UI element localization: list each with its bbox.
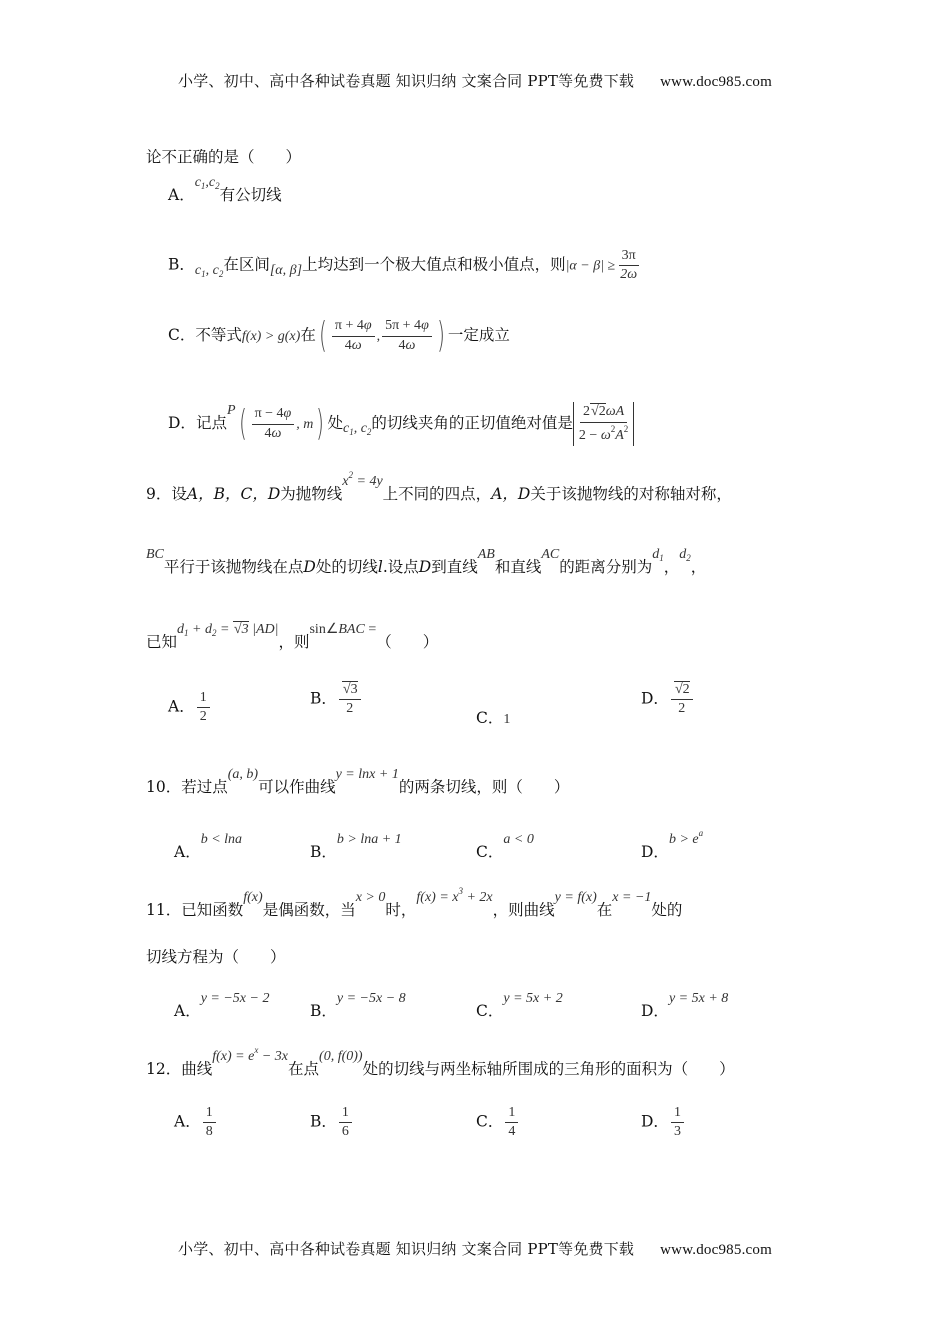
- q10-option-a: A．b < lna: [174, 832, 243, 861]
- q9-line-2: BC平行于该抛物线在点D处的切线l.设点D到直线AB和直线AC的距离分别为$d_1$，$d_2$，: [146, 547, 707, 576]
- q8-stem-tail: 论不正确的是（ ）: [146, 148, 302, 166]
- q11-line-1: 11．已知函数f(x)是偶函数，当x > 0时，$f(x) = x^3 + 2x$，则曲线y = f(x)在x = −1处的: [146, 886, 683, 919]
- q12-option-c: C． $\frac{1}{4}$: [476, 1105, 520, 1140]
- q8-option-b: B．$c_1$, $c_2$在区间[α, β]上均达到一个极大值点和极小值点，则|α − β| ≥ $\frac{3\pi}{2\omega}$: [168, 248, 638, 283]
- header-text: 小学、初中、高中各种试卷真题 知识归纳 文案合同 PPT等免费下载: [178, 72, 635, 90]
- q8-option-c: C．不等式f(x) > g(x)在( $\frac{\pi + 4\varphi}{4\omega}$ , $\frac{5\pi + 4\varphi}{4\omega}$ ) 一定成立: [168, 315, 510, 356]
- q12-option-b: B． $\frac{1}{6}$: [310, 1105, 354, 1140]
- page-footer: [0, 1238, 950, 1259]
- q11-option-a: A．y = −5x − 2: [174, 991, 270, 1020]
- q10-option-b: B．b > lna + 1: [310, 832, 402, 861]
- q11-option-b: B．y = −5x − 8: [310, 991, 406, 1020]
- q9-option-a: A． $\frac{1}{2}$: [168, 690, 212, 725]
- q11-line-2: 切线方程为（ ）: [146, 948, 286, 966]
- q8-option-d: D．记点P( $\frac{\pi - 4\varphi}{4\omega}$ , m) 处$c_1$, $c_2$的切线夹角的正切值绝对值是 $\frac{2√2\omega A}{2 - \omega^2A^2}$: [168, 402, 634, 446]
- q9-line-1: 9．设A，B，C，D为抛物线$x^2 = 4y$上不同的四点，A，D关于该抛物线的对称轴对称，: [146, 470, 732, 503]
- q8-option-a: A．$c_1,c_2$有公切线: [168, 175, 282, 204]
- q12-stem: 12．曲线$f(x) = e^x - 3x$在点(0, f(0))处的切线与两坐标轴所围成的三角形的面积为（ ）: [146, 1045, 735, 1078]
- page-header: [0, 70, 950, 91]
- q10-stem: 10．若过点(a, b)可以作曲线y = lnx + 1的两条切线，则（ ）: [146, 767, 570, 796]
- q9-option-c: C．1: [476, 709, 511, 727]
- header-site: www.doc985.com: [660, 74, 772, 90]
- q12-option-d: D． $\frac{1}{3}$: [641, 1105, 686, 1140]
- q9-line-3: 已知$d_1 + d_2 = √3$ |AD|，则sin∠BAC =（ ）: [146, 622, 439, 651]
- q10-option-c: C．a < 0: [476, 832, 534, 861]
- q9-option-b: B． $\frac{√3}{2}$: [310, 682, 363, 717]
- q9-option-d: D． $\frac{√2}{2}$: [641, 682, 695, 717]
- footer-site: www.doc985.com: [660, 1242, 772, 1258]
- footer-text: 小学、初中、高中各种试卷真题 知识归纳 文案合同 PPT等免费下载: [178, 1240, 635, 1258]
- q10-option-d: D．$b > e^a$: [641, 828, 704, 861]
- q11-option-c: C．y = 5x + 2: [476, 991, 563, 1020]
- q11-option-d: D．y = 5x + 8: [641, 991, 729, 1020]
- q12-option-a: A． $\frac{1}{8}$: [174, 1105, 218, 1140]
